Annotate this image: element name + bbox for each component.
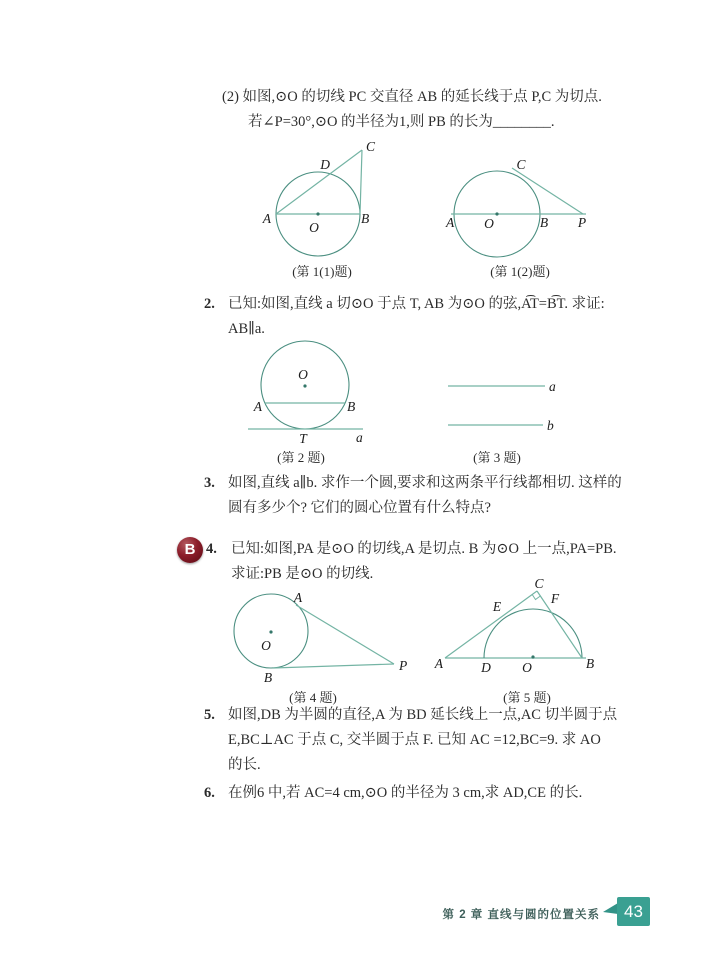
level-b-badge: B <box>177 537 203 563</box>
problem1-2-line2: 若∠P=30°,⊙O 的半径为1,则 PB 的长为________. <box>248 114 555 130</box>
footer-chapter-title: 第 2 章 直线与圆的位置关系 <box>442 909 600 921</box>
label-O: O <box>484 216 494 231</box>
label-P: P <box>399 658 408 673</box>
problem3-line2: 圆有多少个? 它们的圆心位置有什么特点? <box>228 500 491 516</box>
caption-fig3: (第 3 题) <box>473 450 521 465</box>
problem5-line3: 的长. <box>228 757 261 773</box>
label-O: O <box>261 638 271 653</box>
label-B: B <box>539 215 549 230</box>
problem4-line1: 已知:如图,PA 是⊙O 的切线,A 是切点. B 为⊙O 上一点,PA=PB. <box>231 541 617 557</box>
caption-fig1-2: (第 1(2)题) <box>490 264 550 279</box>
figure-3 <box>440 372 565 440</box>
tangent-AP <box>296 605 394 664</box>
center-dot <box>495 212 498 215</box>
problem4-number: 4. <box>206 541 217 557</box>
label-A: A <box>293 590 303 605</box>
label-O: O <box>522 660 532 675</box>
caption-fig5: (第 5 题) <box>503 690 551 705</box>
label-A: A <box>253 399 262 414</box>
center-dot <box>303 384 306 387</box>
problem2-line2: AB∥a. <box>228 321 265 337</box>
tangent-PC <box>512 168 583 214</box>
tangent-BC <box>360 150 362 214</box>
label-B: B <box>585 656 595 671</box>
problem2-number: 2. <box>204 296 215 312</box>
center-dot <box>269 630 272 633</box>
problem2-line1: 已知:如图,直线 a 切⊙O 于点 T, AB 为⊙O 的弦,A͡T=B͡T. 求证: <box>228 296 605 312</box>
figure-2 <box>240 336 375 448</box>
tangent-BP <box>273 664 394 668</box>
problem3-number: 3. <box>204 475 215 491</box>
label-B: B <box>347 399 356 414</box>
label-D: D <box>320 157 330 172</box>
label-a: a <box>356 430 363 445</box>
label-C: C <box>534 576 544 591</box>
problem6-number: 6. <box>204 785 215 801</box>
label-A: A <box>434 656 443 671</box>
secant-AC <box>276 150 362 214</box>
tangent-AC <box>445 591 537 658</box>
line-CB <box>537 591 582 658</box>
center-dot <box>316 212 319 215</box>
semicircle <box>484 609 582 658</box>
right-angle-mark <box>532 595 540 600</box>
label-D: D <box>481 660 491 675</box>
page-number-badge: 43 <box>617 897 650 926</box>
center-dot <box>531 655 534 658</box>
figure-4 <box>225 587 415 687</box>
caption-fig4: (第 4 题) <box>289 690 337 705</box>
problem5-line2: E,BC⊥AC 于点 C, 交半圆于点 F. 已知 AC =12,BC=9. 求 AO <box>228 732 601 748</box>
label-O: O <box>309 220 319 235</box>
label-O: O <box>298 367 308 382</box>
figure-5 <box>434 576 605 688</box>
label-a: a <box>549 379 556 394</box>
caption-fig2: (第 2 题) <box>277 450 325 465</box>
label-B: B <box>263 670 273 685</box>
label-B: B <box>361 211 370 226</box>
problem5-number: 5. <box>204 707 215 723</box>
problem4-line2: 求证:PB 是⊙O 的切线. <box>231 566 374 582</box>
label-C: C <box>366 139 376 154</box>
label-A: A <box>446 215 455 230</box>
label-C: C <box>516 157 526 172</box>
label-E: E <box>492 599 502 614</box>
page-badge-flag <box>603 903 618 914</box>
label-A: A <box>262 211 271 226</box>
problem3-line1: 如图,直线 a∥b. 求作一个圆,要求和这两条平行线都相切. 这样的 <box>228 475 622 491</box>
problem5-line1: 如图,DB 为半圆的直径,A 为 BD 延长线上一点,AC 切半圆于点 <box>228 707 618 723</box>
caption-fig1-1: (第 1(1)题) <box>292 264 352 279</box>
figure-1-1 <box>240 137 430 265</box>
label-T: T <box>299 431 307 446</box>
label-b: b <box>547 418 554 433</box>
label-P: P <box>577 215 587 230</box>
label-F: F <box>550 591 560 606</box>
problem1-2-line1: (2) 如图,⊙O 的切线 PC 交直径 AB 的延长线于点 P,C 为切点. <box>222 89 602 105</box>
figure-1-2 <box>440 152 630 270</box>
problem6-line1: 在例6 中,若 AC=4 cm,⊙O 的半径为 3 cm,求 AD,CE 的长. <box>228 785 583 801</box>
